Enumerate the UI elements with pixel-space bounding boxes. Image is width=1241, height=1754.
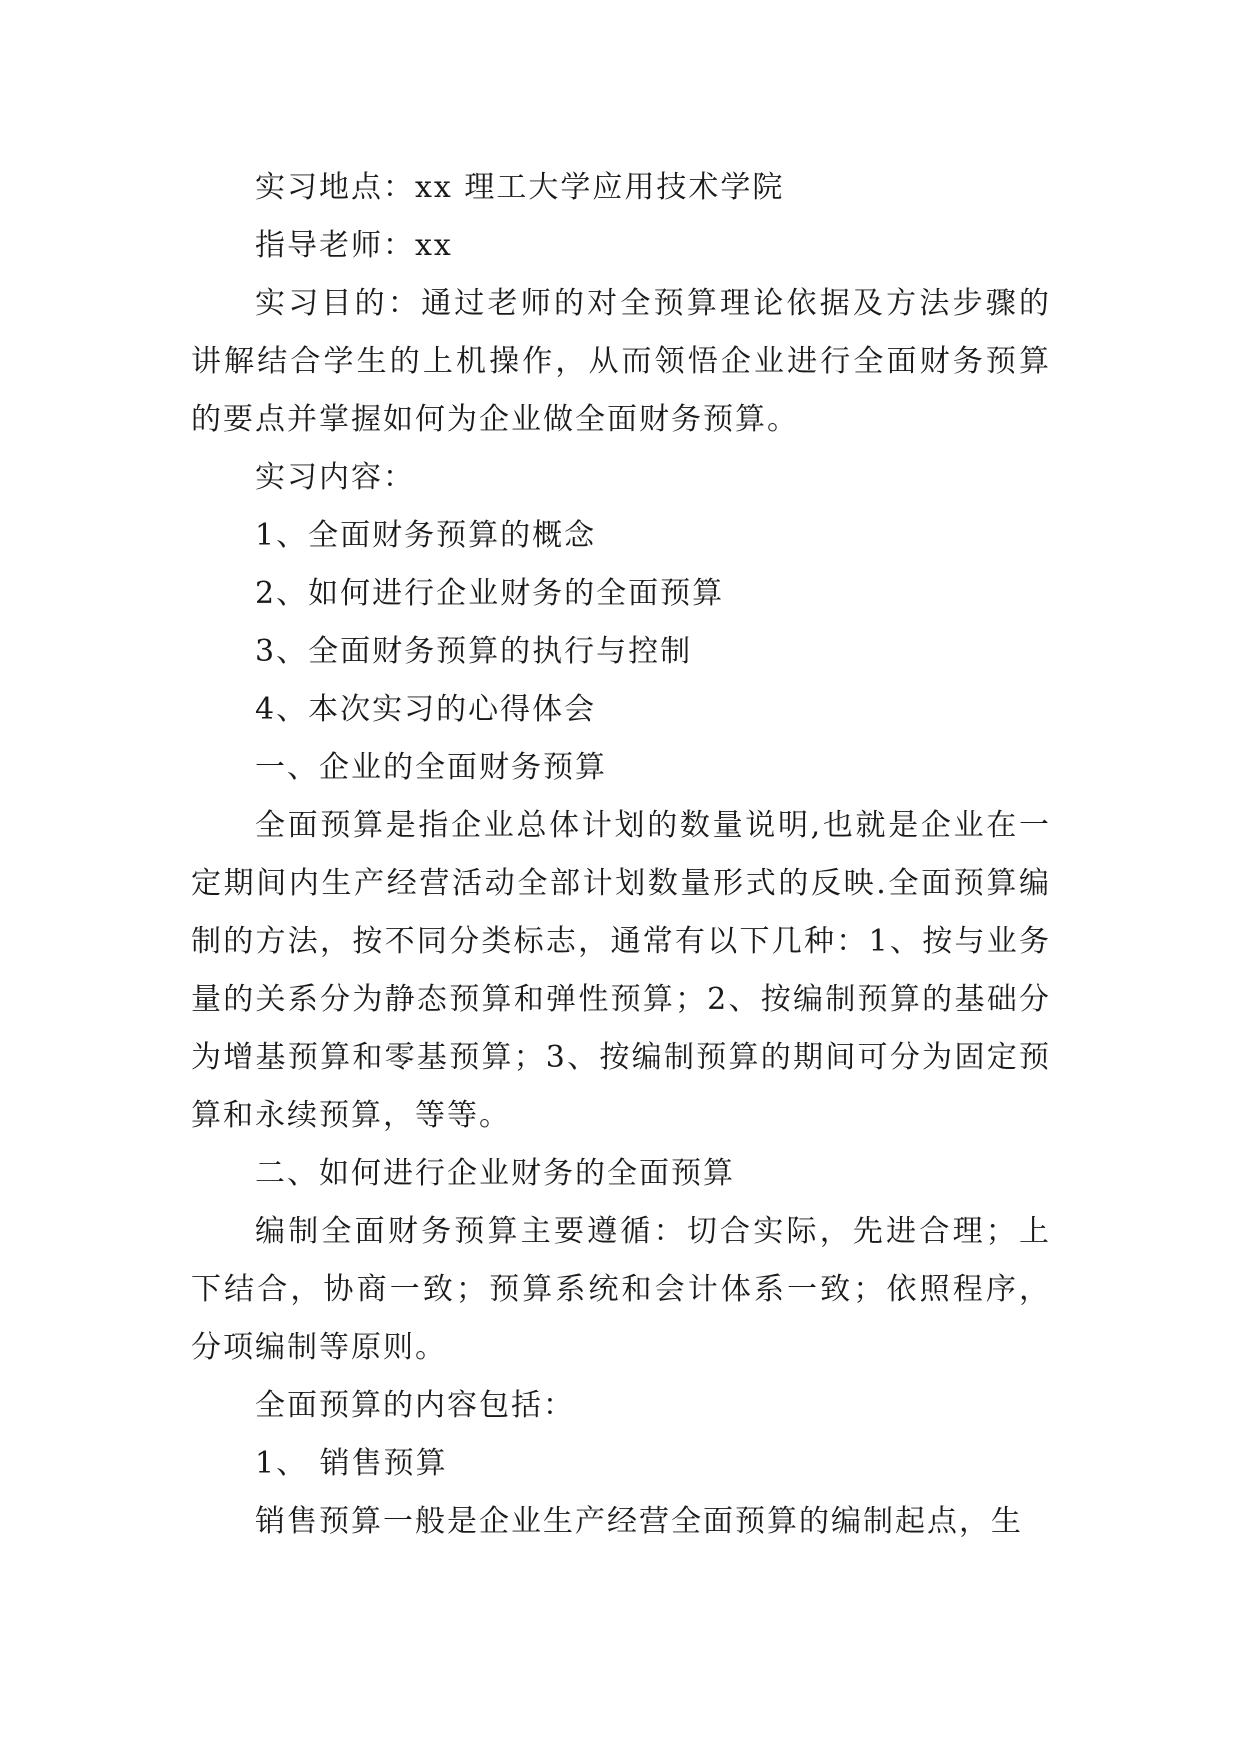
content-item-4: 4、本次实习的心得体会	[255, 692, 597, 727]
sales-budget-body: 销售预算一般是企业生产经营全面预算的编制起点，生	[255, 1504, 1023, 1539]
section-heading-1: 一、企业的全面财务预算	[255, 750, 607, 785]
internship-purpose: 实习目的：通过老师的对全预算理论依据及方法步骤的讲解结合学生的上机操作，从而领悟企业进行全面财务预算的要点并掌握如何为企业做全面财务预算。	[191, 286, 1051, 437]
document-page	[191, 159, 1051, 1551]
section-1-body: 全面预算是指企业总体计划的数量说明,也就是企业在一定期间内生产经营活动全部计划数量形式的反映.全面预算编制的方法，按不同分类标志，通常有以下几种：1、按与业务量的关系分为静态预算和弹性预算；2、按编制预算的基础分为增基预算和零基预算；3、按编制预算的期间可分为固定预算和永续预算，等等。	[191, 808, 1051, 1133]
content-item-2: 2、如何进行企业财务的全面预算	[255, 576, 725, 611]
budget-content-heading: 全面预算的内容包括：	[255, 1388, 575, 1423]
internship-location: 实习地点：xx 理工大学应用技术学院	[255, 170, 785, 205]
instructor: 指导老师：xx	[255, 228, 453, 263]
internship-content-heading: 实习内容：	[255, 460, 415, 495]
sales-budget-heading: 1、 销售预算	[255, 1446, 448, 1481]
section-heading-2: 二、如何进行企业财务的全面预算	[255, 1156, 735, 1191]
content-item-3: 3、全面财务预算的执行与控制	[255, 634, 693, 669]
content-item-1: 1、全面财务预算的概念	[255, 518, 597, 553]
section-2-principles: 编制全面财务预算主要遵循：切合实际，先进合理；上下结合，协商一致；预算系统和会计体系一致；依照程序，分项编制等原则。	[191, 1214, 1051, 1365]
